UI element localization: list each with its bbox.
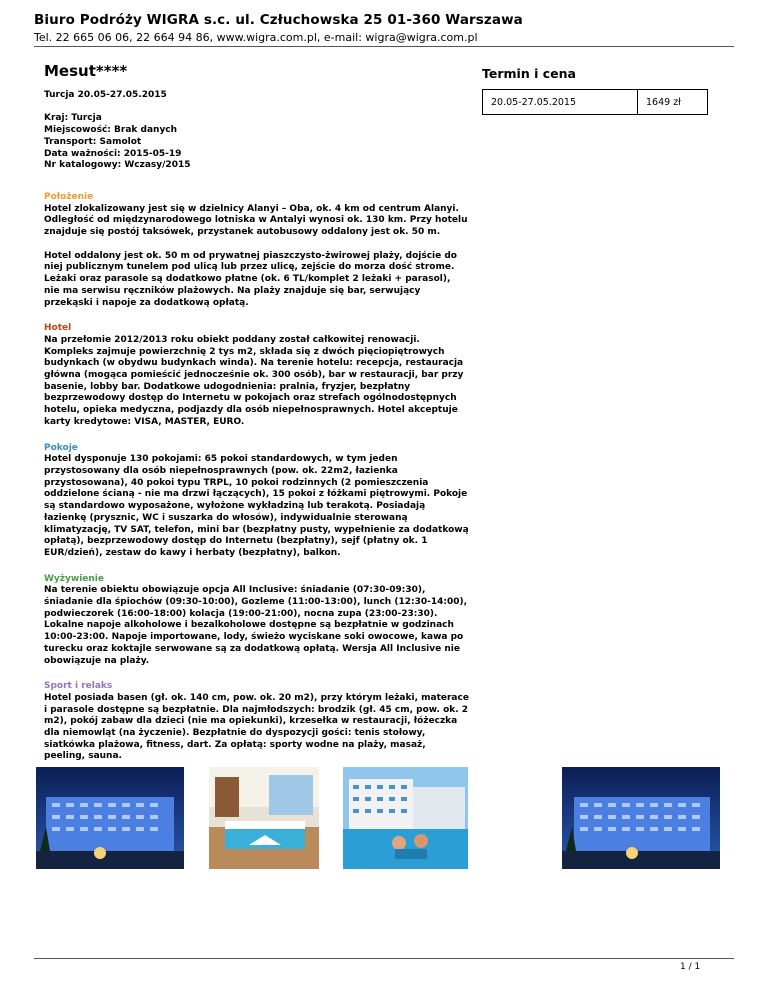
trip-line: Turcja 20.05-27.05.2015: [44, 89, 167, 100]
footer-divider: [34, 958, 734, 959]
term-price-title: Termin i cena: [482, 66, 576, 81]
price-table: [482, 89, 708, 115]
rooms-text: Hotel dysponuje 130 pokojami: 65 pokoi standardowych, w tym jeden przystosowany dla osób niepełnosprawnych (pow. ok. 22m2, łazienka przystosowana), 40 pokoi typu TRPL, 10 pokoi rodzinnych (2 pomieszczenia oddzielone ścianą - nie ma drzwi łączących), 15 pokoi z łóżkami piętrowymi. Pokoje są standardowo wyposażone, wyłożone wykładziną lub terakotą. Posiadają łazienkę (prysznic, WC i suszarka do włosów), indywidualnie sterowaną klimatyzację, TV SAT, telefon, mini bar (bezpłatny pusty, wypełnienie za dodatkową opłatą), bezprzewodowy dostęp do Internetu (bezpłatny), sejf (płatny ok. 1 EUR/dzień), zestaw do kawy i herbaty (bezpłatny), balkon.: [44, 454, 469, 558]
hotel-facade-photo-1: [36, 767, 184, 869]
hotel-title: Mesut****: [44, 62, 128, 80]
document-header: [34, 12, 734, 44]
sport-text: Hotel posiada basen (gł. ok. 140 cm, pow. ok. 20 m2), przy którym leżaki, materace i parasole dostępne są bezpłatnie. Dla najmłodszych: brodzik (gł. 45 cm, pow. ok. 2 m2), pokój zabaw dla dzieci (nie ma opiekunki), krzesełka w restauracji, łóżeczka dla niemowląt (na życzenie). Bezpłatnie do dyspozycji gości: tenis stołowy, siatkówka plażowa, fitness, dart. Za opłatą: sporty wodne na plaży, masaż, peeling, sauna.: [44, 692, 469, 762]
header-divider: [34, 46, 734, 47]
section-location: [44, 192, 469, 309]
detail-transport: Transport: Samolot: [44, 136, 142, 147]
photo-gallery: [36, 767, 736, 869]
detail-valid-date: Data ważności: 2015-05-19: [44, 148, 182, 159]
detail-catalog-number: Nr katalogowy: Wczasy/2015: [44, 160, 191, 171]
page-number: 1 / 1: [680, 962, 701, 972]
location-text-2: Hotel oddalony jest ok. 50 m od prywatnej piaszczysto-żwirowej plaży, dojście do niej publicznym tunelem pod ulicą lub przez ulicę, zejście do morza dość strome. Leżaki oraz parasole są dodatkowo płatne (ok. 6 TL/komplet 2 leżaki + parasol), nie ma serwisu ręczników plażowych. Na plaży znajduje się bar, serwujący przekąski i napoje za dodatkową opłatą.: [44, 250, 457, 308]
offer-details: [44, 113, 469, 172]
agency-contact: Tel. 22 665 06 06, 22 664 94 86, www.wigra.com.pl, e-mail: wigra@wigra.com.pl: [34, 31, 478, 44]
detail-country: Kraj: Turcja: [44, 113, 102, 124]
section-hotel: [44, 323, 469, 428]
offer-content: [44, 62, 469, 793]
agency-title: Biuro Podróży WIGRA s.c. ul. Człuchowska 25 01-360 Warszawa: [34, 12, 523, 28]
term-cell: 20.05-27.05.2015: [483, 90, 638, 114]
hotel-room-photo: [209, 767, 319, 869]
section-heading-sport: Sport i relaks: [44, 681, 113, 692]
section-food: [44, 574, 469, 668]
food-text: Na terenie obiektu obowiązuje opcja All Inclusive: śniadanie (07:30-09:30), śniadanie dla śpiochów (09:30-10:00), Gozleme (11:00-13:00), lunch (12:30-14:00), podwieczorek (16:00-18:00) kolacja (19:00-21:00), nocna zupa (23:00-23:30). Lokalne napoje alkoholowe i bezalkoholowe dostępne są bezpłatnie w godzinach 10:00-23:00. Napoje importowane, lody, świeżo wyciskane soki owocowe, kawa po turecku oraz koktajle serwowane są za dodatkową opłatą. Wersja All Inclusive nie obowiązuje na plaży.: [44, 585, 468, 666]
price-cell: 1649 zł: [646, 96, 681, 108]
hotel-pool-photo: [343, 767, 468, 869]
term-price-panel: [482, 66, 706, 115]
hotel-text: Na przełomie 2012/2013 roku obiekt poddany został całkowitej renowacji. Kompleks zajmuje powierzchnię 2 tys m2, składa się z dwóch pięciopiętrowych budynkach (w obydwu budynkach winda). Na terenie hotelu: recepcja, restauracja główna (mogąca pomieścić jednocześnie ok. 300 osób), bar w restauracji, bar przy basenie, lobby bar. Dodatkowe udogodnienia: pralnia, fryzjer, bezpłatny bezprzewodowy dostęp do Internetu w pokojach oraz strefach ogólnodostępnych hotelu, opieka medyczna, podjazdy dla osób niepełnosprawnych. Hotel akceptuje karty kredytowe: VISA, MASTER, EURO.: [44, 334, 464, 427]
section-heading-hotel: Hotel: [44, 323, 72, 334]
section-sport: [44, 681, 469, 763]
section-heading-location: Położenie: [44, 191, 94, 202]
section-rooms: [44, 443, 469, 560]
section-heading-rooms: Pokoje: [44, 442, 78, 453]
detail-place: Miejscowość: Brak danych: [44, 125, 178, 136]
location-text-1: Hotel zlokalizowany jest się w dzielnicy Alanyi – Oba, ok. 4 km od centrum Alanyi. Odległość od międzynarodowego lotniska w Antalyi wynosi ok. 130 km. Przy hotelu znajduje się postój taksówek, przystanek autobusowy oddalony jest ok. 50 m.: [44, 203, 468, 238]
hotel-facade-photo-2: [562, 767, 720, 869]
section-heading-food: Wyżywienie: [44, 573, 104, 584]
